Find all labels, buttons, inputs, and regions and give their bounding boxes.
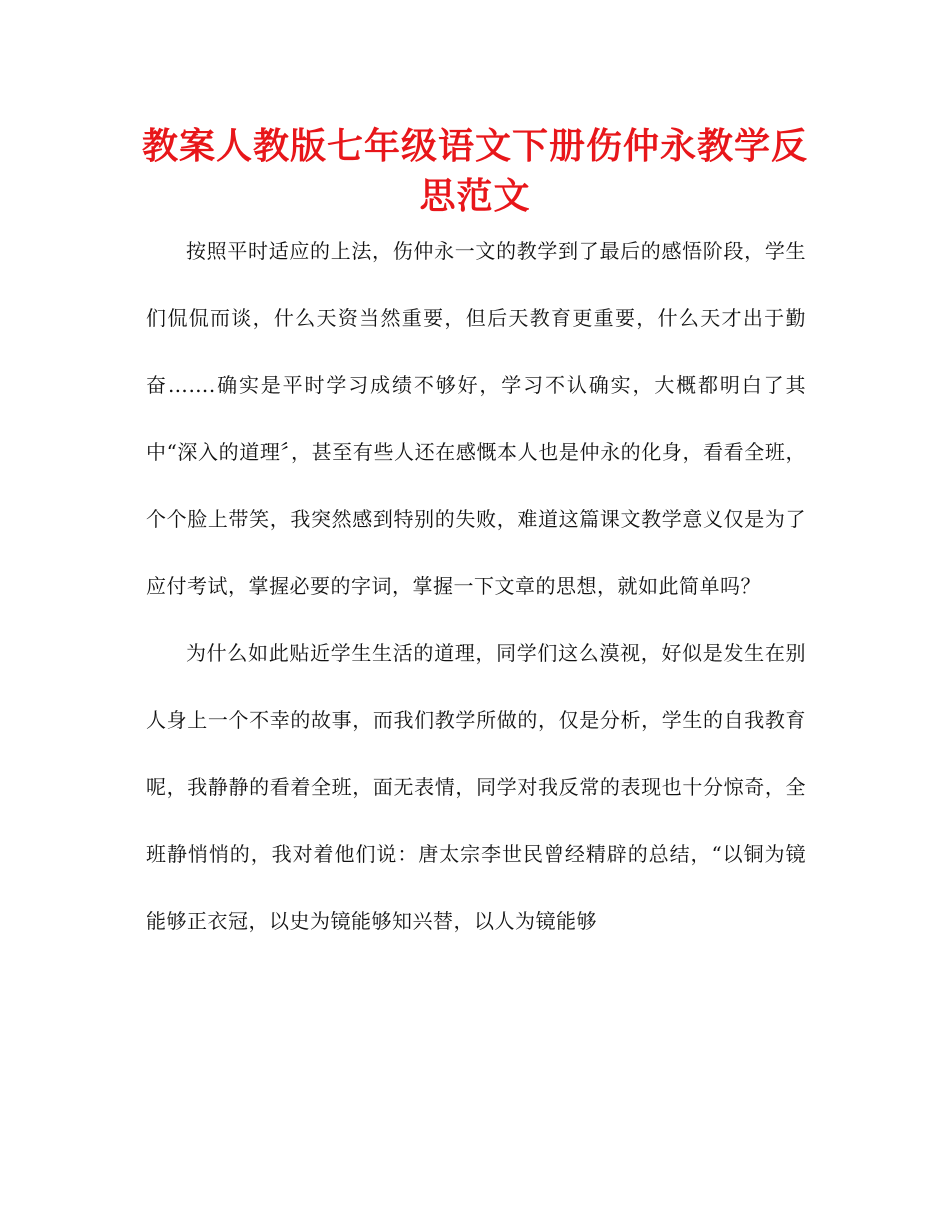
document-body (146, 218, 806, 955)
document-title: 教案人教版七年级语文下册伤仲永教学反思范文 (141, 126, 808, 217)
paragraph-2: 为什么如此贴近学生生活的道理，同学们这么漠视，好似是发生在别人身上一个不幸的故事，而我们教学所做的，仅是分析，学生的自我教育呢，我静静的看着全班，面无表情，同学对我反常的表现也十分惊奇，全班静悄悄的，我对着他们说：唐太宗李世民曾经精辟的总结，“以铜为镜能够正衣冠，以史为镜能够知兴替，以人为镜能够 (146, 641, 806, 933)
paragraph-1: 按照平时适应的上法，伤仲永一文的教学到了最后的感悟阶段，学生们侃侃而谈，什么天资当然重要，但后天教育更重要，什么天才出于勤奋…….确实是平时学习成绩不够好，学习不认确实，大概都明白了其中“深入的道理〞，甚至有些人还在感慨本人也是仲永的化身，看看全班，个个脸上带笑，我突然感到特别的失败，难道这篇课文教学意义仅是为了应付考试，掌握必要的字词，掌握一下文章的思想，就如此简单吗？ (146, 239, 806, 598)
